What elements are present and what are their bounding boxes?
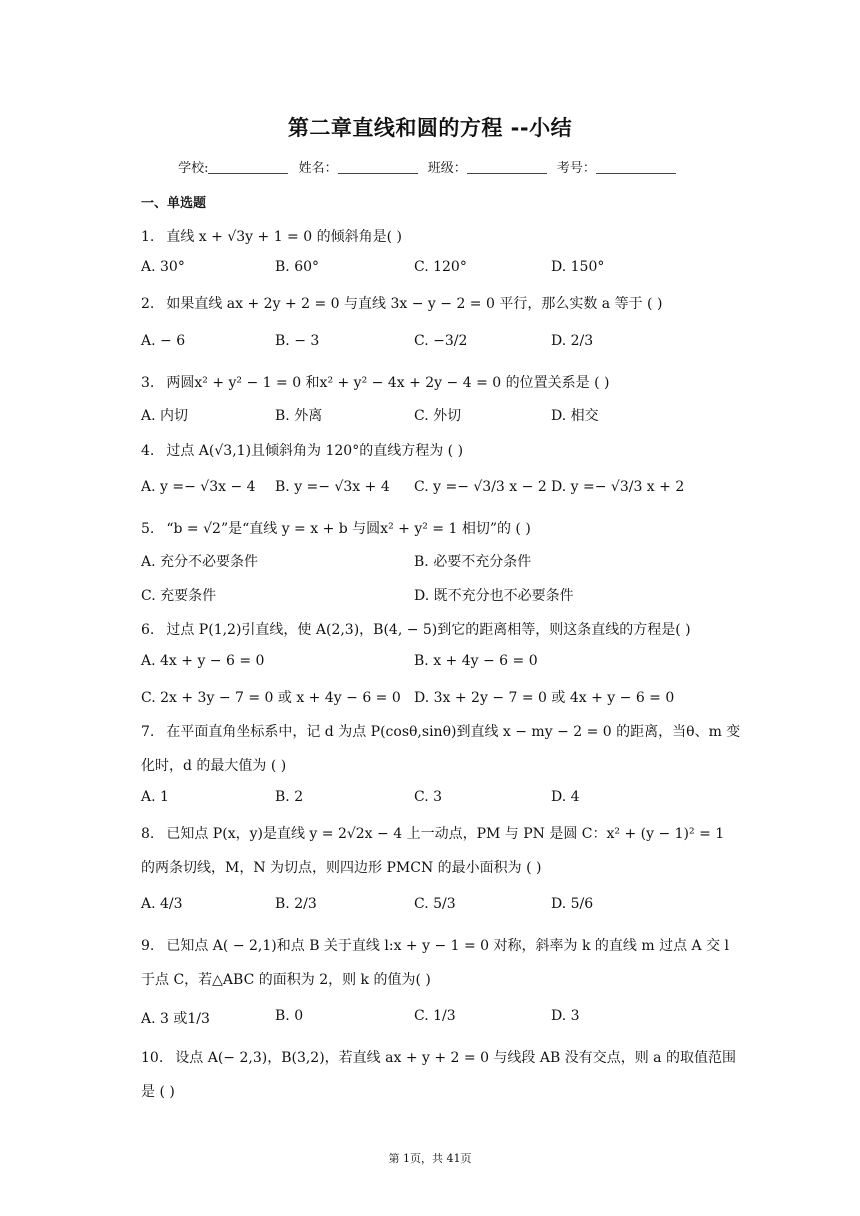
option-c: C. 外切 — [414, 408, 462, 424]
option-b: B. − 3 — [275, 333, 320, 349]
option-d: D. 3 — [551, 1008, 580, 1024]
option-b: B. x + 4y − 6 = 0 — [414, 653, 538, 669]
option-c: C. −3/2 — [414, 333, 468, 349]
option-d: D. 相交 — [551, 408, 599, 424]
question-1 — [141, 226, 402, 246]
question-10-continued — [141, 1081, 175, 1101]
option-c: C. y =− √3/3 x − 2 — [414, 479, 547, 495]
option-d: D. 3x + 2y − 7 = 0 或 4x + y − 6 = 0 — [414, 690, 675, 706]
option-c: C. 5/3 — [414, 896, 456, 912]
question-3-options — [141, 405, 781, 427]
option-a: A. 4x + y − 6 = 0 — [141, 653, 265, 669]
question-8 — [141, 823, 724, 843]
question-number: 7. — [141, 724, 155, 740]
option-b: B. 2/3 — [275, 896, 317, 912]
question-4 — [141, 440, 463, 460]
option-d: D. 2/3 — [551, 333, 594, 349]
option-b: B. 0 — [275, 1008, 304, 1024]
question-text: 已知点 A( − 2,1)和点 B 关于直线 l:x + y − 1 = 0 对称，斜率为 k 的直线 m 过点 A 交 l — [166, 938, 730, 954]
question-text: 设点 A(− 2,3)，B(3,2)，若直线 ax + y + 2 = 0 与线段 AB 没有交点，则 a 的取值范围 — [175, 1050, 736, 1066]
question-text: 是 ( ) — [141, 1084, 175, 1100]
question-8-options — [141, 896, 781, 918]
question-text: 如果直线 ax + 2y + 2 = 0 与直线 3x − y − 2 = 0 平行，那么实数 a 等于 ( ) — [166, 296, 663, 312]
option-d: D. 4 — [551, 789, 580, 805]
option-a: A. − 6 — [141, 333, 186, 349]
question-number: 3. — [141, 375, 155, 391]
question-6-options-row1 — [141, 653, 781, 675]
section-heading: 一、单选题 — [141, 196, 207, 211]
question-5 — [141, 518, 531, 538]
question-text: 直线 x + √3y + 1 = 0 的倾斜角是( ) — [166, 229, 402, 245]
page-footer: 第 1页，共 41页 — [388, 1152, 472, 1165]
question-number: 10. — [141, 1050, 164, 1066]
question-text: 的两条切线，M，N 为切点，则四边形 PMCN 的最小面积为 ( ) — [141, 860, 542, 876]
option-a: A. 30° — [141, 259, 185, 275]
option-d: D. 150° — [551, 259, 605, 275]
question-text: 过点 A(√3,1)且倾斜角为 120°的直线方程为 ( ) — [166, 443, 464, 459]
exam-no-label: 考号： — [556, 161, 596, 176]
option-a: A. y =− √3x − 4 — [141, 479, 256, 495]
option-c: C. 充要条件 — [141, 588, 217, 604]
question-number: 9. — [141, 938, 155, 954]
option-b: B. 2 — [275, 789, 304, 805]
question-text: 两圆x² + y² − 1 = 0 和x² + y² − 4x + 2y − 4 = 0 的位置关系是 ( ) — [166, 375, 610, 391]
question-9 — [141, 935, 729, 955]
question-text: 已知点 P(x，y)是直线 y = 2√2x − 4 上一动点，PM 与 PN 是圆 C：x² + (y − 1)² = 1 — [166, 826, 725, 842]
question-7 — [141, 721, 740, 741]
option-d: D. 5/6 — [551, 896, 594, 912]
question-10 — [141, 1047, 736, 1067]
option-a: A. 3 或1/3 — [141, 1011, 210, 1027]
school-blank[interactable] — [208, 160, 288, 174]
question-number: 4. — [141, 443, 155, 459]
class-label: 班级： — [427, 161, 467, 176]
school-label: 学校: — [178, 161, 209, 176]
question-text: 于点 C，若△ABC 的面积为 2，则 k 的值为( ) — [141, 972, 431, 988]
option-b: B. 外离 — [275, 408, 323, 424]
option-a: A. 1 — [141, 789, 169, 805]
question-3 — [141, 372, 609, 392]
question-5-options-row2 — [141, 585, 781, 607]
question-number: 1. — [141, 229, 155, 245]
option-a: A. 内切 — [141, 408, 189, 424]
option-b: B. y =− √3x + 4 — [275, 479, 390, 495]
question-5-options-row1 — [141, 551, 781, 573]
option-a: A. 充分不必要条件 — [141, 554, 259, 570]
option-c: C. 120° — [414, 259, 467, 275]
question-6 — [141, 619, 691, 639]
question-8-continued — [141, 857, 541, 877]
exam-no-blank[interactable] — [596, 160, 676, 174]
class-blank[interactable] — [467, 160, 547, 174]
question-9-continued — [141, 969, 431, 989]
question-text: 过点 P(1,2)引直线，使 A(2,3)，B(4, − 5)到它的距离相等，则这条直线的方程是( ) — [166, 622, 691, 638]
question-number: 6. — [141, 622, 155, 638]
question-text: 化时，d 的最大值为 ( ) — [141, 758, 287, 774]
option-d: D. 既不充分也不必要条件 — [414, 588, 574, 604]
question-number: 8. — [141, 826, 155, 842]
option-d: D. y =− √3/3 x + 2 — [551, 479, 685, 495]
question-number: 5. — [141, 521, 155, 537]
question-text: 在平面直角坐标系中，记 d 为点 P(cosθ,sinθ)到直线 x − my − 2 = 0 的距离，当θ、m 变 — [166, 724, 741, 740]
student-info-line — [0, 157, 860, 176]
question-2 — [141, 293, 662, 313]
question-6-options-row2 — [141, 687, 781, 709]
question-1-options — [141, 259, 781, 281]
question-text: “b = √2”是“直线 y = x + b 与圆x² + y² = 1 相切”的 ( ) — [166, 521, 531, 537]
option-b: B. 必要不充分条件 — [414, 554, 532, 570]
question-number: 2. — [141, 296, 155, 312]
option-a: A. 4/3 — [141, 896, 183, 912]
option-b: B. 60° — [275, 259, 320, 275]
name-blank[interactable] — [338, 160, 418, 174]
question-2-options — [141, 333, 781, 355]
name-label: 姓名： — [298, 161, 338, 176]
document-title: 第二章直线和圆的方程 --小结 — [287, 116, 573, 140]
option-c: C. 2x + 3y − 7 = 0 或 x + 4y − 6 = 0 — [141, 690, 401, 706]
question-7-continued — [141, 755, 286, 775]
option-c: C. 3 — [414, 789, 443, 805]
option-c: C. 1/3 — [414, 1008, 456, 1024]
question-7-options — [141, 789, 781, 811]
question-4-options — [141, 479, 781, 501]
question-9-options — [141, 1008, 781, 1030]
